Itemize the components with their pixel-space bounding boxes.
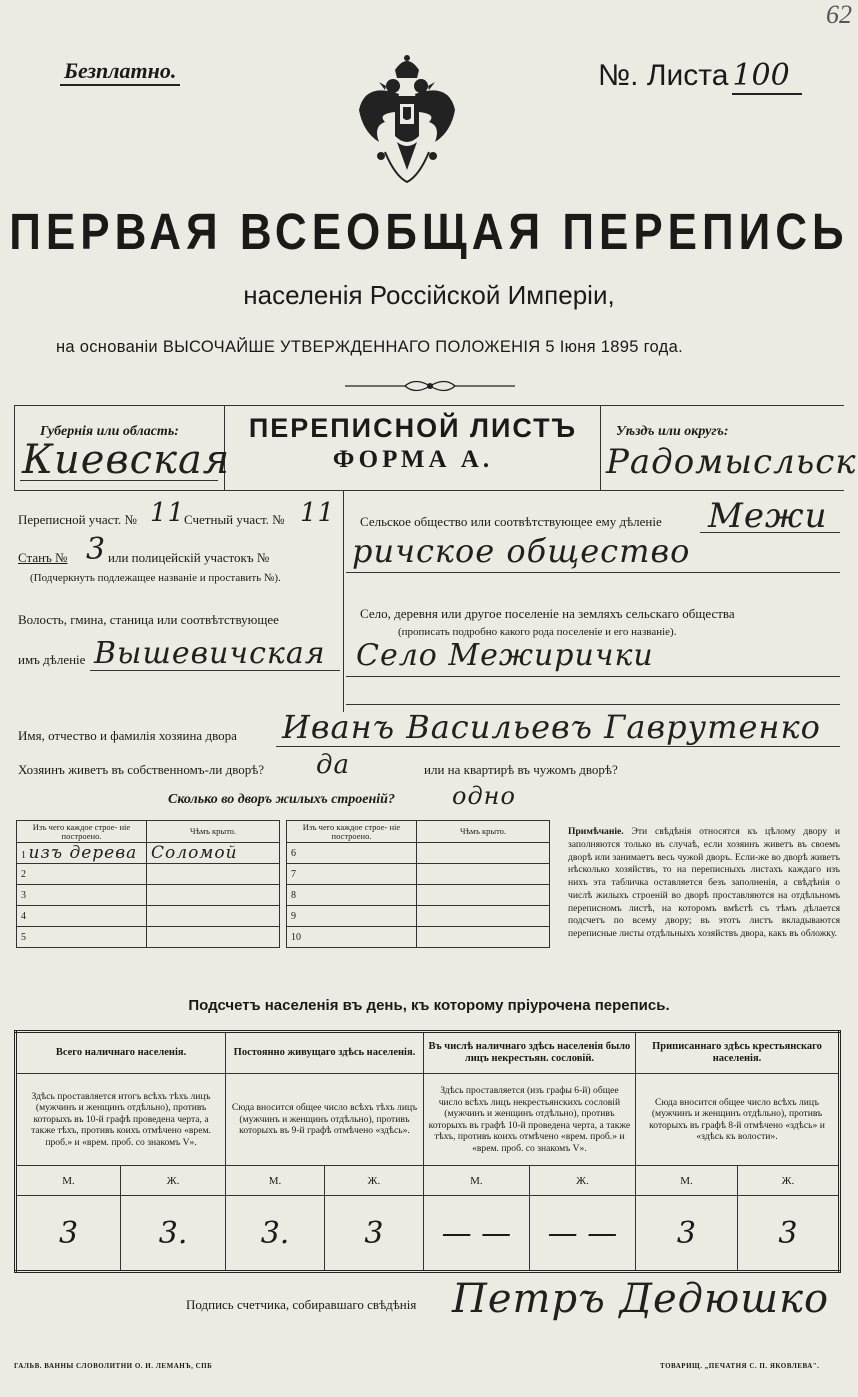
table-row [287,885,550,906]
table-row [17,864,280,885]
col-permanent-desc: Сюда вносится общее число всѣхъ тѣхъ лицъ (мужчинъ и женщинъ отдѣльно), противъ которыхъ въ 9-й графѣ отмѣчено «здѣсь». [226,1074,424,1166]
ornament-divider [345,377,515,395]
obshchestvo-value-line2: ричское общество [352,532,691,570]
col-non-peasant-desc: Здѣсь проставляется (изъ графы 6-й) общее число всѣхъ лицъ некрестьянскихъ сословій (мужчинъ и женщинъ отдѣльно), противъ которыхъ въ графѣ 10-й проведена черта, а также тѣхъ, противъ коихъ отмѣчено «врем. проб.» и «врем. проб. со знакомъ V». [423,1074,635,1166]
selo-note: (прописать подробно какого рода поселеніе и его названіе). [398,626,677,638]
lives-own-label: Хозяинъ живетъ въ собственномъ-ли дворѣ? [18,762,265,777]
selo-value: Село Межирички [356,638,654,673]
owner-value: Иванъ Васильевъ Гаврутенко [282,708,821,746]
buildings-note [568,826,840,941]
sheet-number-label: №. Листа [598,59,729,92]
page-title: ПЕРВАЯ ВСЕОБЩАЯ ПЕРЕПИСЬ [9,204,849,261]
col-registered-peasant-header: Приписаннаго здѣсь крестьянскаго населенія. [635,1032,839,1074]
male-label: М. [423,1166,529,1196]
population-counts-table [14,1030,841,1273]
table-row [17,906,280,927]
buildings-roof-header-right: Чѣмъ крыто. [417,821,550,843]
table-row [287,864,550,885]
form-title [232,413,594,474]
legal-basis-line: на основаніи ВЫСОЧАЙШЕ УТВЕРЖДЕННАГО ПОЛОЖЕНІЯ 5 Іюня 1895 года. [56,338,683,356]
registered-peasant-female: 3 [737,1196,839,1272]
non-peasant-male: — — [423,1196,529,1272]
sheet-number-value: 100 [732,58,802,95]
table-row [287,843,550,864]
obshchestvo-label: Сельское общество или соотвѣтствующее ему дѣленіе [360,514,662,529]
perepis-uchastok-value: 11 [150,498,186,528]
stan-value: 3 [86,532,107,567]
buildings-count-value: одно [452,782,516,810]
printer-credit-left: ГАЛЬВ. ВАННЫ СЛОВОЛИТНИ О. И. ЛЕМАНЪ, СПБ [14,1362,213,1370]
imperial-eagle-icon [355,52,460,192]
col-total-present-header: Всего наличнаго населенія. [16,1032,226,1074]
male-label: М. [635,1166,737,1196]
permanent-female: 3 [324,1196,423,1272]
owner-label: Имя, отчество и фамилія хозяина двора [18,728,237,743]
printer-credit-right: ТОВАРИЩ. „ПЕЧАТНЯ С. П. ЯКОВЛЕВА". [660,1362,820,1370]
table-row [17,843,280,864]
row-roof: Соломой [151,843,238,863]
form-letter: ФОРМА А. [332,446,494,473]
note-text: Эти свѣдѣнія относятся къ цѣлому двору и заполняются только въ случаѣ, если хозяинъ живетъ въ своемъ дворѣ или занимаетъ весь чужой дворъ. Если-же во дворѣ живетъ нѣсколько хозяйствъ, то на переписныхъ листахъ каждаго изъ нихъ эта табличка оставляется безъ заполненія, а свѣдѣнія о числѣ жилыхъ строеній во дворѣ проставляются на отдѣльномъ переписномъ листѣ, на которомъ вмѣстѣ съ тѣмъ дѣлается подсчетъ по всему двору; въ этотъ листъ вкладываются переписные листы отдѣльныхъ хозяйствъ двора, какъ въ обложку. [568,826,840,939]
table-row [287,927,550,948]
table-row [17,885,280,906]
buildings-roof-header: Чѣмъ крыто. [147,821,280,843]
col-non-peasant-header: Въ числѣ наличнаго здѣсь населенія было лицъ некрестьян. сословій. [423,1032,635,1074]
col-registered-peasant-desc: Сюда вносится общее число всѣхъ лицъ (мужчинъ и женщинъ отдѣльно), противъ которыхъ въ графѣ 8-й отмѣчено «здѣсь» и «здѣсь къ волости». [635,1074,839,1166]
female-label: Ж. [529,1166,635,1196]
row-material: изъ дерева [28,843,138,863]
row-number: 6 [291,847,296,859]
volost-value: Вышевичская [94,636,326,671]
row-number: 7 [291,868,296,880]
lives-own-value: да [316,750,350,780]
counts-title: Подсчетъ населенія въ день, къ которому пріурочена перепись. [188,997,670,1014]
row-number: 2 [21,868,26,880]
col-permanent-header: Постоянно живущаго здѣсь населенія. [226,1032,424,1074]
non-peasant-female: — — [529,1196,635,1272]
stan-rest-label: или полицейскій участокъ № [108,550,270,565]
obshchestvo-value-line1: Межи [708,496,828,536]
sheet-number [598,58,802,95]
form-title-main: ПЕРЕПИСНОЙ ЛИСТЪ [248,413,578,443]
male-label: М. [226,1166,325,1196]
buildings-material-header-right: Изъ чего каждое строе- ніе построено. [287,821,417,843]
registered-peasant-male: 3 [635,1196,737,1272]
row-number: 8 [291,889,296,901]
row-number: 10 [291,931,301,943]
enumerator-signature: Петръ Дедюшко [452,1276,830,1322]
gubernia-value: Киевская [22,437,231,483]
table-row [287,906,550,927]
archive-margin-number: 62 [826,0,852,29]
selo-label: Село, деревня или другое поселеніе на земляхъ сельскаго общества [360,606,735,621]
row-number: 5 [21,931,26,943]
gubernia-label: Губернія или область: [40,424,179,439]
schetny-uchastok-label: Счетный участ. № [184,512,285,527]
buildings-table-left [16,820,280,948]
free-stamp: Безплатно. [60,58,180,86]
col-total-present-desc: Здѣсь проставляется итогъ всѣхъ тѣхъ лицъ (мужчинъ и женщинъ отдѣльно), противъ которыхъ въ 10-й графѣ проведена черта, а также тѣхъ, противъ коихъ отмѣчено «врем. проб.» и «врем. проб. со знакомъ V». [16,1074,226,1166]
row-number: 1 [21,850,26,861]
male-label: М. [16,1166,121,1196]
stan-label: Станъ № [18,550,68,565]
note-lead: Примѣчаніе. [568,826,624,837]
row-number: 4 [21,910,26,922]
permanent-male: 3. [226,1196,325,1272]
female-label: Ж. [324,1166,423,1196]
signature-label: Подпись счетчика, собиравшаго свѣдѣнія [186,1297,417,1312]
table-row [17,927,280,948]
female-label: Ж. [121,1166,226,1196]
stan-note: (Подчеркнуть подлежащее названіе и проставить №). [30,572,281,584]
perepis-uchastok-label: Переписной участ. № [18,512,137,527]
buildings-count-label: Сколько во дворъ жилыхъ строеній? [168,792,395,807]
lives-rented-label: или на квартирѣ въ чужомъ дворѣ? [424,762,618,777]
row-number: 3 [21,889,26,901]
female-label: Ж. [737,1166,839,1196]
volost-label-line2: имъ дѣленіе [18,652,86,667]
volost-label-line1: Волость, гмина, станица или соотвѣтствующее [18,612,279,627]
uezd-value: Радомысльск [606,442,857,482]
row-number: 9 [291,910,296,922]
uezd-label: Уѣздъ или округъ: [616,424,729,439]
page-subtitle: населенія Россійской Имперіи, [243,280,615,310]
schetny-uchastok-value: 11 [300,498,336,528]
total-present-female: 3. [121,1196,226,1272]
buildings-material-header: Изъ чего каждое строе- ніе построено. [17,821,147,843]
buildings-table-right [286,820,550,948]
total-present-male: 3 [16,1196,121,1272]
